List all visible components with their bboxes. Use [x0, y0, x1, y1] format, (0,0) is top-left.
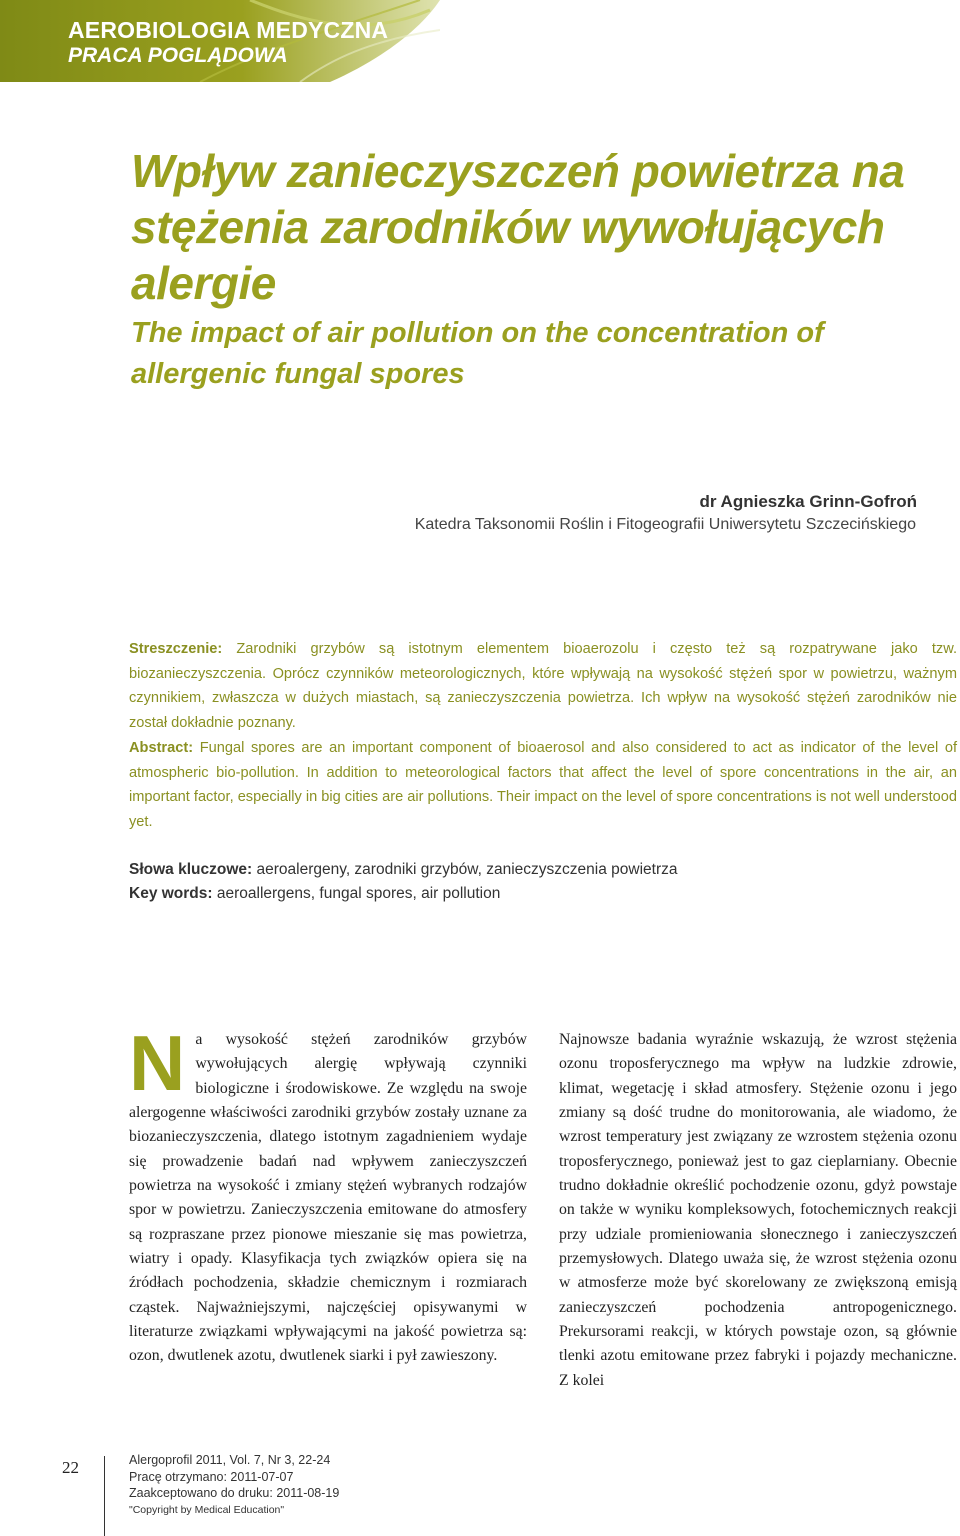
- keywords-polish: [129, 858, 678, 882]
- footer-info: [129, 1452, 339, 1518]
- body-column-left: [129, 1019, 527, 1369]
- abstract-polish-label: Streszczenie:: [129, 641, 223, 657]
- keywords-polish-label: Słowa kluczowe:: [129, 861, 253, 878]
- page-number: 22: [62, 1458, 79, 1477]
- journal-citation: Alergoprofil 2011, Vol. 7, Nr 3, 22-24: [129, 1453, 331, 1467]
- author-name: dr Agnieszka Grinn-Gofroń: [699, 492, 917, 511]
- abstract-english-text: Fungal spores are an important component of bioaerosol and also considered to act as indicator of the level of atmospheric bio-pollution. In addition to meteorological factors that affect the level of spore concentrations in the air, an important factor, especially in big cities are air pollutions. Their impact on the level of spore concentrations is not well understood yet.: [129, 740, 958, 830]
- keywords-english: [129, 882, 500, 906]
- author-affiliation: Katedra Taksonomii Roślin i Fitogeografii Uniwersytetu Szczecińskiego: [414, 516, 916, 533]
- keywords-english-label: Key words:: [129, 885, 213, 902]
- abstract-english: [129, 736, 957, 834]
- received-date: Pracę otrzymano: 2011-07-07: [129, 1469, 294, 1484]
- abstract-polish-text: Zarodniki grzybów są istotnym elementem bioaerozolu i często też są rozpatrywane jako tzw. biozanieczyszczenia. Oprócz czynników meteorologicznych, które wpływają na wysokość stężeń spor w powietrzu, ważnym czynnikiem, zwłaszcza w dużych miastach, są zanieczyszczenia powietrza. Ich wpływ na wysokość stężeń zarodników nie został dokładnie poznany.: [129, 641, 957, 731]
- body-right-text: Najnowsze badania wyraźnie wskazują, że wzrost stężenia ozonu troposferycznego ma wpływ na ludzkie zdrowie, klimat, wegetację i skład atmosfery. Stężenie ozonu i jego zmiany są dość trudne do monitorowania, ale wiadomo, że wzrost temperatury jest związany ze wzrostem stężenia ozonu troposferycznego, ponieważ jest to gaz cieplarniany. Obecnie trudno dokładnie określić pochodzenie ozonu, gdyż powstaje on także w wyniku kompleksowych, fotochemicznych reakcji przy udziale promieniowania słonecznego i zanieczyszczeń przemysłowych. Dlatego uważa się, że wzrost stężenia ozonu w atmosferze może być skorelowany ze zwiększoną emisją zanieczyszczeń pochodzenia antropogenicznego. Prekursorami reakcji, w których powstaje ozon, są głównie tlenki azotu emitowane przez fabryki i pojazdy mechaniczne. Z kolei: [559, 1031, 957, 1389]
- header-band: [0, 0, 440, 82]
- title-polish: Wpływ zanieczyszczeń powietrza na stężenia zarodników wywołujących alergie: [131, 145, 905, 309]
- keywords-english-text: aeroallergens, fungal spores, air pollution: [216, 885, 501, 902]
- copyright-notice: "Copyright by Medical Education": [129, 1503, 285, 1516]
- abstract-polish: [129, 637, 957, 735]
- body-left-text: a wysokość stężeń zarodników grzybów wywołujących alergię wpływają czynniki biologiczne i środowiskowe. Ze względu na swoje alergogenne właściwości zarodniki grzybów zostały uznane za biozanieczyszczenia, dlatego istotnym zagadnieniem wydaje się prowadzenie badań nad wpływem zanieczyszczeń powietrza na wysokość i zmiany stężeń wybranych rodzajów spor w powietrzu. Zanieczyszczenia emitowane do atmosfery są rozpraszane przez pionowe mieszanie się mas powietrza, wiatry i opady. Klasyfikacja tych związków opiera się na źródłach pochodzenia, składzie chemicznym i rozmiarach cząstek. Najważniejszymi, najczęściej opisywanymi w literaturze związkami wpływającymi na jakość powietrza są: ozon, dwutlenek azotu, dwutlenek siarki i pył zawieszony.: [129, 1031, 527, 1365]
- drop-cap: N: [129, 1019, 186, 1107]
- keywords-polish-text: aeroalergeny, zarodniki grzybów, zanieczyszczenia powietrza: [256, 861, 678, 878]
- section-label: AEROBIOLOGIA MEDYCZNA: [68, 17, 389, 43]
- abstract-english-label: Abstract:: [129, 740, 194, 756]
- title-english: The impact of air pollution on the concentration of allergenic fungal spores: [131, 317, 824, 390]
- footer-divider: [104, 1456, 105, 1536]
- accepted-date: Zaakceptowano do druku: 2011-08-19: [129, 1486, 340, 1500]
- body-column-right: [559, 1028, 957, 1393]
- article-type-label: PRACA POGLĄDOWA: [68, 44, 288, 67]
